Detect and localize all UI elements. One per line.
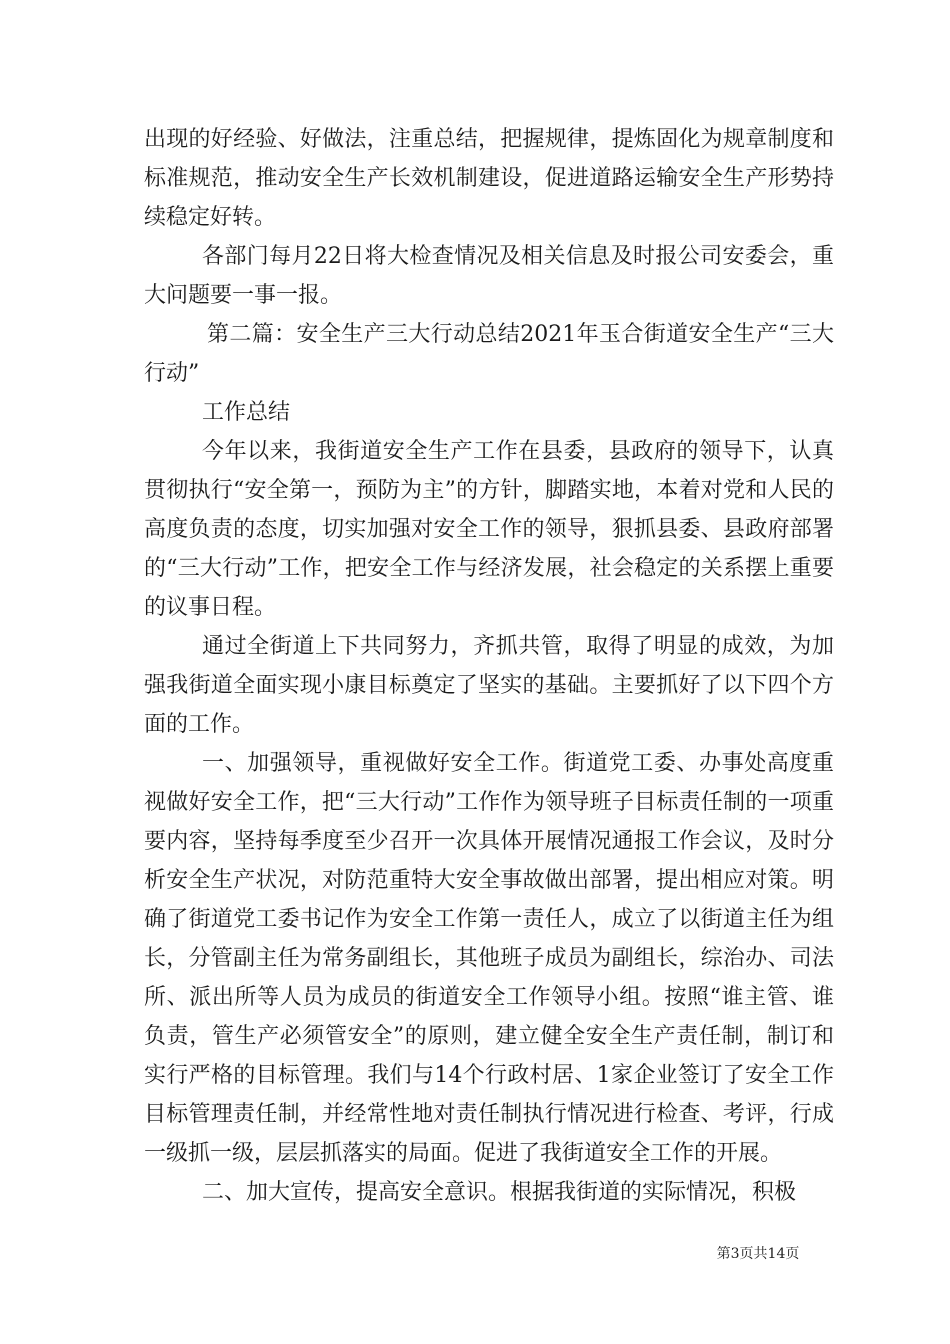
paragraph-intro: 今年以来，我街道安全生产工作在县委，县政府的领导下，认真贯彻执行“安全第一，预防为主”的方针，脚踏实地，本着对党和人民的高度负责的态度，切实加强对安全工作的领导，狠抓县委、县政府部署的“三大行动”工作，把安全工作与经济发展，社会稳定的关系摆上重要的议事日程。	[144, 439, 834, 620]
paragraph-achievements: 通过全街道上下共同努力，齐抓共管，取得了明显的成效，为加强我街道全面实现小康目标奠定了坚实的基础。主要抓好了以下四个方面的工作。	[144, 634, 834, 737]
paragraph-publicity: 二、加大宣传，提高安全意识。根据我街道的实际情况，积极	[202, 1180, 797, 1205]
paragraph-leadership: 一、加强领导，重视做好安全工作。街道党工委、办事处高度重视做好安全工作，把“三大行动”工作作为领导班子目标责任制的一项重要内容，坚持每季度至少召开一次具体开展情况通报工作会议，及时分析安全生产状况，对防范重特大安全事故做出部署，提出相应对策。明确了街道党工委书记作为安全工作第一责任人，成立了以街道主任为组长，分管副主任为常务副组长，其他班子成员为副组长，综治办、司法所、派出所等人员为成员的街道安全工作领导小组。按照“谁主管、谁负责，管生产必须管安全”的原则，建立健全安全生产责任制，制订和实行严格的目标管理。我们与14个行政村居、1家企业签订了安全工作目标管理责任制，并经常性地对责任制执行情况进行检查、考评，行成一级抓一级，层层抓落实的局面。促进了我街道安全工作的开展。	[144, 751, 834, 1166]
page-number: 第3页共14页	[716, 1246, 800, 1262]
document-body	[144, 120, 834, 1212]
paragraph-monthly-report: 各部门每月22日将大检查情况及相关信息及时报公司安委会，重大问题要一事一报。	[144, 244, 834, 308]
section-subtitle: 工作总结	[202, 400, 291, 425]
section-title: 第二篇：安全生产三大行动总结2021年玉合街道安全生产“三大行动”	[144, 322, 834, 386]
page-footer	[0, 1243, 950, 1263]
paragraph-continuation: 出现的好经验、好做法，注重总结，把握规律，提炼固化为规章制度和标准规范，推动安全生产长效机制建设，促进道路运输安全生产形势持续稳定好转。	[144, 127, 834, 230]
